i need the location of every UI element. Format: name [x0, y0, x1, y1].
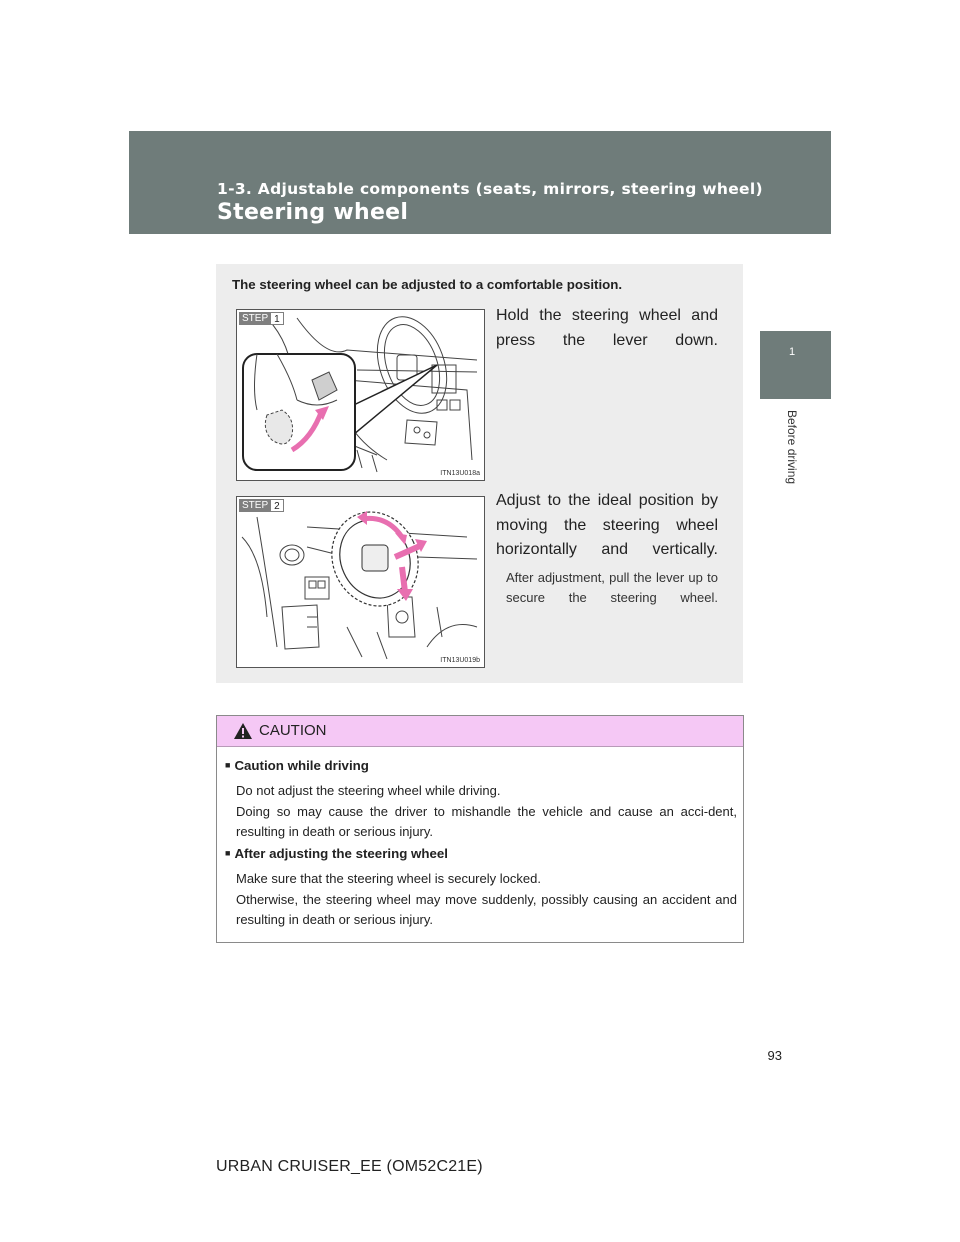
step-2-text: Adjust to the ideal position by moving the steering wheel horizontally and vertically. — [496, 492, 718, 558]
caution-item — [225, 846, 737, 931]
step-badge-number: 2 — [271, 499, 284, 512]
dashboard-lever-drawing — [237, 310, 484, 480]
steering-adjust-drawing — [237, 497, 484, 667]
step-1-illustration — [236, 309, 485, 481]
caution-item-line: Make sure that the steering wheel is securely locked. — [236, 871, 541, 886]
caution-header — [217, 716, 743, 747]
figure-code: ITN13U018a — [440, 470, 480, 477]
chapter-label: Before driving — [785, 410, 799, 485]
step-1-text: Hold the steering wheel and press the lever down. — [496, 307, 718, 349]
caution-item-line: Do not adjust the steering wheel while driving. — [236, 783, 501, 798]
caution-item-line: Otherwise, the steering wheel may move suddenly, possibly causing an accident and resulting in death or serious injury. — [236, 891, 737, 927]
caution-title: CAUTION — [259, 722, 327, 739]
chapter-number: 1 — [788, 346, 796, 358]
figure-code: ITN13U019b — [440, 657, 480, 664]
caution-item-body — [236, 869, 737, 931]
caution-item-body — [236, 781, 737, 843]
footer-model: URBAN CRUISER_EE (OM52C21E) — [216, 1158, 483, 1175]
step-2-note: After adjustment, pull the lever up to secure the steering wheel. — [506, 570, 718, 605]
step-badge — [239, 312, 284, 325]
chapter-tab — [760, 331, 831, 399]
caution-item-heading: ■ Caution while driving — [225, 758, 737, 773]
caution-item-line: Doing so may cause the driver to mishandle the vehicle and cause an acci-dent, resulting in death or serious injury. — [236, 803, 737, 839]
step-badge-label: STEP — [239, 312, 271, 325]
caution-box — [216, 715, 744, 943]
caution-item — [225, 758, 737, 843]
section-title: 1-3. Adjustable components (seats, mirrors, steering wheel) — [217, 180, 763, 198]
step-badge-number: 1 — [271, 312, 284, 325]
page-number: 93 — [767, 1048, 782, 1063]
step-2-illustration — [236, 496, 485, 668]
step-badge-label: STEP — [239, 499, 271, 512]
step-badge — [239, 499, 284, 512]
warning-triangle-icon — [233, 722, 253, 745]
intro-text: The steering wheel can be adjusted to a comfortable position. — [232, 277, 623, 292]
caution-item-heading: ■ After adjusting the steering wheel — [225, 846, 737, 861]
page-title: Steering wheel — [217, 200, 409, 225]
